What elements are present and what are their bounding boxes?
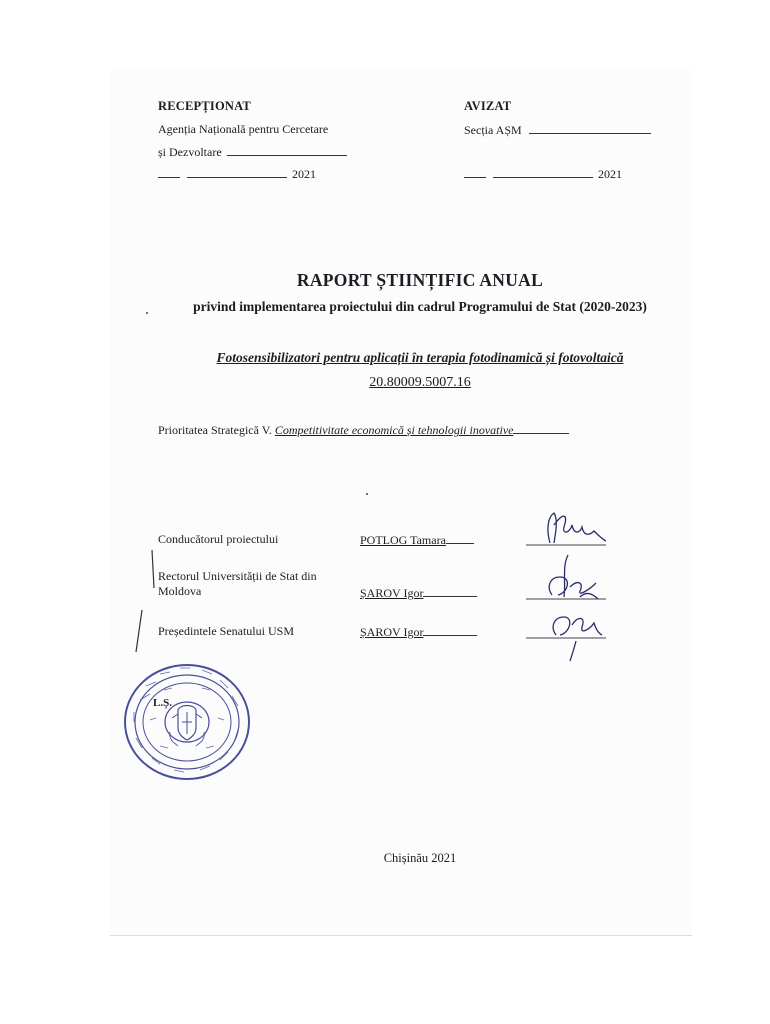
signature-sarov-2 (553, 617, 602, 661)
signatory-name: POTLOG Tamara (360, 532, 474, 548)
signature-sarov-1 (549, 555, 598, 599)
priority-underline (513, 422, 569, 434)
receptionat-agency-line: Agenția Națională pentru Cercetare (158, 122, 329, 136)
project-code: 20.80009.5007.16 (369, 375, 471, 390)
ls-label: L.Ș. (153, 697, 172, 709)
priority-value: Competitivitate economică și tehnologii inovative (274, 423, 514, 437)
avizat-section-line: Secția AȘM (464, 122, 651, 138)
signature-marks (520, 505, 620, 675)
signature-blank (529, 122, 651, 134)
priority-line: Prioritatea Strategică V. Competitivitate economică și tehnologii inovative (158, 422, 569, 438)
avizat-title: AVIZAT (464, 99, 512, 113)
receptionat-agency-line-2: și Dezvoltare (158, 144, 347, 160)
scan-speck (146, 312, 148, 314)
scan-speck (366, 493, 368, 495)
report-subtitle: privind implementarea proiectului din cadrul Programului de Stat (2020-2023) (193, 299, 647, 314)
signatory-name: ȘAROV Igor (360, 624, 477, 640)
signature-potlog (548, 513, 606, 543)
receptionat-date-line: 2021 (158, 166, 316, 182)
signatory-role: Rectorul Universității de Stat din Moldova (158, 569, 317, 598)
receptionat-title: RECEPȚIONAT (158, 99, 251, 113)
official-stamp (120, 660, 250, 780)
month-blank (493, 166, 593, 178)
margin-pen-marks (132, 548, 162, 658)
project-title: Fotosensibilizatori pentru aplicații în terapia fotodinamică și fotovoltaică (216, 350, 624, 365)
document-page (110, 70, 692, 936)
signatory-role: Președintele Senatului USM (158, 624, 294, 638)
page-bottom-edge (110, 935, 692, 936)
city-year: Chișinău 2021 (383, 851, 457, 865)
signature-blank (227, 144, 347, 156)
report-title: RAPORT ȘTIINȚIFIC ANUAL (296, 270, 544, 290)
month-blank (187, 166, 287, 178)
signatory-name: ȘAROV Igor (360, 585, 477, 601)
day-blank (158, 166, 180, 178)
signatory-role: Conducătorul proiectului (158, 532, 279, 546)
avizat-date-line: 2021 (464, 166, 622, 182)
day-blank (464, 166, 486, 178)
